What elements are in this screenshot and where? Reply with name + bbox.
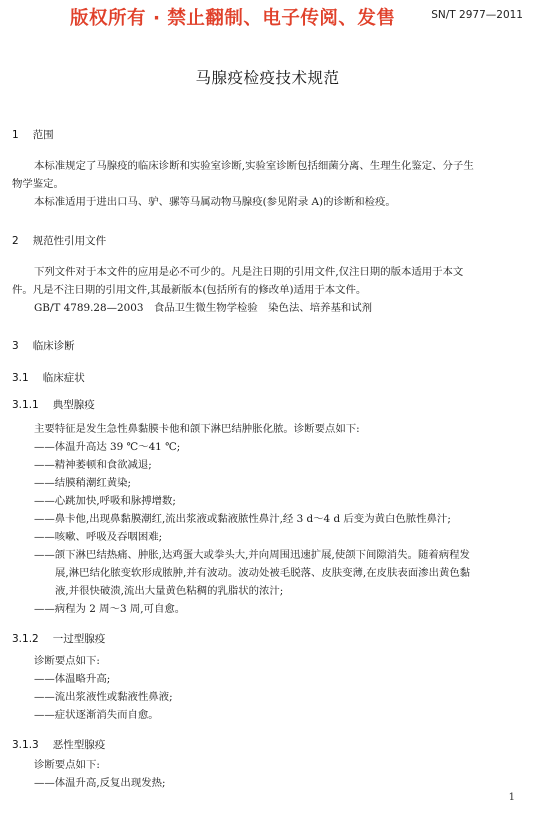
section-number: 3.1.3 [12, 739, 39, 751]
paragraph-line: 件。凡是不注日期的引用文件,其最新版本(包括所有的修改单)适用于本文件。 [12, 284, 367, 296]
paragraph-line: 诊断要点如下: [34, 759, 100, 771]
list-item-continuation: 展,淋巴结化脓变软形成脓肿,并有波动。波动处被毛脱落、皮肤变薄,在皮肤表面渗出黄色黏 [55, 567, 471, 579]
list-item: ——流出浆液性或黏液性鼻液; [34, 691, 173, 703]
paragraph-line: 本标准规定了马腺疫的临床诊断和实验室诊断,实验室诊断包括细菌分离、生理生化鉴定、分子生 [34, 160, 474, 172]
section-title: 恶性型腺疫 [52, 739, 106, 751]
section-2-heading [12, 233, 106, 248]
section-title: 范围 [32, 129, 54, 141]
list-item: ——症状逐渐消失而自愈。 [34, 709, 159, 721]
list-item: ——体温升高,反复出现发热; [34, 777, 166, 789]
section-title: 临床症状 [42, 372, 85, 384]
paragraph-line: 主要特征是发生急性鼻黏膜卡他和颌下淋巴结肿胀化脓。诊断要点如下: [34, 423, 360, 435]
list-item: ——精神萎顿和食欲减退; [34, 459, 152, 471]
list-item: ——病程为 2 周～3 周,可自愈。 [34, 603, 186, 615]
list-item: ——体温升高达 39 ℃～41 ℃; [34, 441, 181, 453]
section-1-heading [12, 127, 54, 142]
subsection-3-1-1-heading [12, 397, 95, 412]
section-number: 2 [12, 235, 19, 247]
normative-reference: GB/T 4789.28—2003 食品卫生微生物学检验 染色法、培养基和试剂 [34, 302, 373, 314]
section-number: 3.1.1 [12, 399, 39, 411]
standard-code: SN/T 2977—2011 [431, 9, 523, 21]
section-title: 规范性引用文件 [32, 235, 107, 247]
paragraph-line: 诊断要点如下: [34, 655, 100, 667]
document-title: 马腺疫检疫技术规范 [195, 69, 340, 87]
section-number: 1 [12, 129, 19, 141]
paragraph-line: 本标准适用于进出口马、驴、骡等马属动物马腺疫(参见附录 A)的诊断和检疫。 [34, 196, 396, 208]
paragraph-line: 下列文件对于本文件的应用是必不可少的。凡是注日期的引用文件,仅注日期的版本适用于本文 [34, 266, 464, 278]
list-item: ——结膜稍潮红黄染; [34, 477, 132, 489]
list-item: ——颌下淋巴结热痛、肿胀,达鸡蛋大或拳头大,并向周围迅速扩展,使颌下间隙消失。随着病程发 [34, 549, 470, 561]
paragraph-line: 物学鉴定。 [12, 178, 64, 190]
section-number: 3 [12, 340, 19, 352]
section-title: 临床诊断 [32, 340, 75, 352]
watermark-banner: 版权所有 · 禁止翻制、电子传阅、发售 [70, 8, 396, 29]
list-item: ——咳嗽、呼吸及吞咽困难; [34, 531, 163, 543]
section-number: 3.1 [12, 372, 29, 384]
section-3-heading [12, 338, 75, 353]
section-title: 典型腺疫 [52, 399, 95, 411]
section-title: 一过型腺疫 [52, 633, 106, 645]
list-item: ——鼻卡他,出现鼻黏膜潮红,流出浆液或黏液脓性鼻汁,经 3 d～4 d 后变为黄白色脓性鼻汁; [34, 513, 451, 525]
subsection-3-1-2-heading [12, 631, 105, 646]
list-item: ——体温略升高; [34, 673, 111, 685]
subsection-3-1-heading [12, 370, 85, 385]
list-item: ——心跳加快,呼吸和脉搏增数; [34, 495, 176, 507]
subsection-3-1-3-heading [12, 737, 105, 752]
page-number: 1 [508, 792, 515, 803]
section-number: 3.1.2 [12, 633, 39, 645]
list-item-continuation: 液,并很快破溃,流出大量黄色粘稠的乳脂状的浓汁; [55, 585, 284, 597]
